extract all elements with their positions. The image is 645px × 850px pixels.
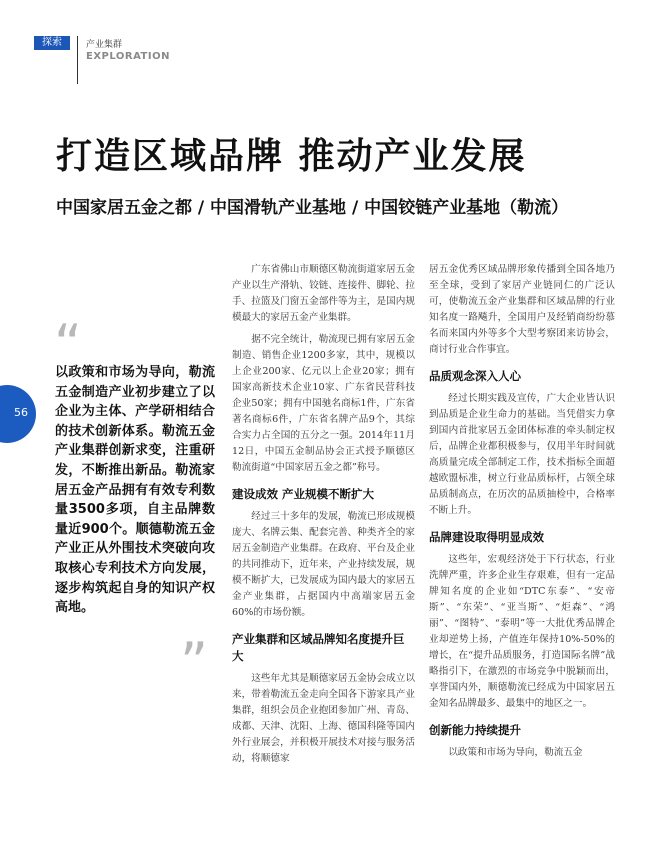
page-number: 56	[14, 406, 28, 419]
paragraph: 经过长期实践及宣传，广大企业皆认识到品质是企业生命力的基础。当凭借实力拿到国内首批家居五金团体标准的牵头制定权后，品牌企业都积极参与，仅用半年时间就高质量完成全部制定工作，技术指标全面超越欧盟标准，树立行业品质标杆，占领全球品质制高点，在历次的品质抽检中，合格率不断上升。	[429, 393, 615, 516]
close-quote-icon: ”	[180, 631, 208, 694]
paragraph: 经过三十多年的发展，勒流已形成规模庞大、名牌云集、配套完善、种类齐全的家居五金制造产业集群。在政府、平台及企业的共同推动下，近年来，产业持续发展，规模不断扩大，已发展成为国内最大的家居五金产业集群，占据国内中高端家居五金60%的市场份额。	[232, 511, 415, 618]
section-tag: 探索	[34, 36, 70, 50]
header-divider	[77, 36, 78, 84]
open-quote-icon: “	[54, 313, 82, 376]
section-heading: 品牌建设取得明显成效	[429, 530, 544, 544]
category-label: 产业集群	[86, 40, 123, 50]
body-column-1	[232, 262, 415, 767]
paragraph: 以政策和市场为导向，勒流五金	[448, 747, 583, 758]
paragraph: 据不完全统计，勒流现已拥有家居五金制造、销售企业1200多家，其中，规模以上企业200家、亿元以上企业20家；拥有国家高新技术企业10家、广东省民营科技企业50家；拥有中国驰名商标1件，广东省著名商标6件，广东省名牌产品9个，其综合实力占全国的五分之一强。2014年11月12日，中国五金制品协会正式授予顺德区勒流街道“中国家居五金之都”称号。	[232, 334, 415, 473]
body-column-2	[429, 262, 615, 761]
category-label-en: EXPLORATION	[86, 51, 170, 62]
section-heading: 产业集群和区域品牌知名度提升巨大	[232, 632, 405, 663]
article-title: 打造区域品牌 推动产业发展	[56, 135, 527, 177]
section-heading: 创新能力持续提升	[429, 723, 521, 737]
section-heading: 建设成效 产业规模不断扩大	[232, 487, 375, 501]
pull-quote: 以政策和市场为导向，勒流五金制造产业初步建立了以企业为主体、产学研相结合的技术创新体系。勒流五金产业集群创新求变，注重研发，不断推出新品。勒流家居五金产品拥有有效专利数量3500多项，自主品牌数量近900个。顺德勒流五金产业正从外围技术突破向攻取核心专利技术方向发展，逐步构筑起自身的知识产权高地。	[55, 365, 215, 616]
article-subtitle: 中国家居五金之都 / 中国滑轨产业基地 / 中国铰链产业基地（勒流）	[56, 198, 569, 218]
section-heading: 品质观念深入人心	[429, 369, 521, 383]
paragraph: 这些年尤其是顺德家居五金协会成立以来，带着勒流五金走向全国各下游家具产业集群，组织会员企业抱团参加广州、青岛、成都、天津、沈阳、上海、德国科隆等国内外行业展会，并积极开展技术对接与服务活动，将顺德家	[232, 673, 415, 764]
paragraph: 这些年，宏观经济处于下行状态，行业洗牌严重，许多企业生存艰难，但有一定品牌知名度的企业如“DTC东泰”、“安帝斯”、“东荣”、“亚当斯”、“炬森”、“鸿丽”、“图特”、“泰明”等一大批优秀品牌企业却逆势上扬，产值连年保持10%-50%的增长，在“提升品质服务，打造国际名牌”战略指引下，在激烈的市场竞争中脱颖而出，享誉国内外，顺德勒流已经成为中国家居五金知名品牌最多、最集中的地区之一。	[429, 554, 615, 709]
paragraph: 居五金优秀区域品牌形象传播到全国各地乃至全球，受到了家居产业链同仁的广泛认可，使勒流五金产业集群和区域品牌的行业知名度一路飚升，全国用户及经销商纷纷慕名而来国内外等多个大型考察团来访协会，商讨行业合作事宜。	[429, 264, 615, 355]
paragraph: 广东省佛山市顺德区勒流街道家居五金产业以生产滑轨、铰链、连接件、脚轮、拉手、拉篮及门窗五金部件等为主，是国内规模最大的家居五金产业集群。	[232, 264, 415, 323]
